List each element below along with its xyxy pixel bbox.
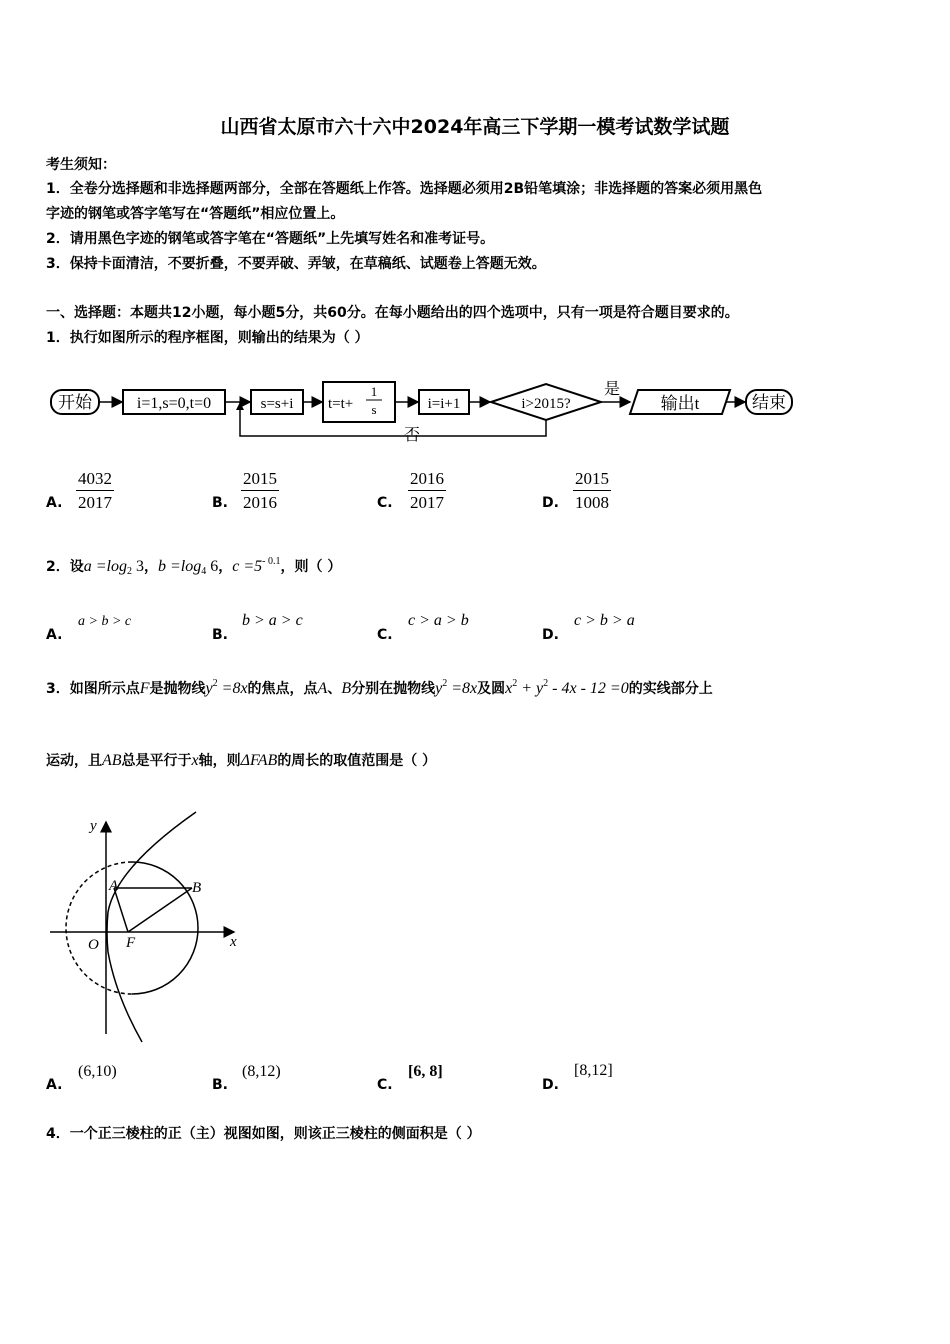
q3-option-d-expr: [8,12] (574, 1062, 613, 1079)
q3-stem-line-1: 3．如图所示点F是抛物线$y^2 =8x$的焦点，点A、B分别在抛物线$y^2 =8x$及圆$x^2 + y^2 - 4x - 12 =0$的实线部分上 (46, 678, 713, 697)
q3-option-a-label: A. (46, 1077, 63, 1093)
q2-option-c-label: C. (377, 627, 393, 643)
q2-option-b-expr: b > a > c (242, 612, 303, 629)
flow-start-label: 开始 (58, 393, 92, 412)
q1-option-d-fraction: $\frac{2015}{1008}$ (575, 469, 609, 512)
flow-s-update-label: s=s+i (260, 396, 294, 412)
parabola-curve (107, 812, 196, 1042)
q1-option-c-fraction: $\frac{2016}{2017}$ (410, 469, 444, 512)
q1-option-b-label: B. (212, 495, 228, 511)
q1-flowchart (46, 372, 806, 444)
q3-option-a-expr: (6,10) (78, 1063, 117, 1080)
q3-figure (46, 808, 246, 1048)
q1-option-a-fraction: $\frac{4032}{2017}$ (78, 469, 112, 512)
q1-option-d-label: D. (542, 495, 559, 511)
section-heading: 一、选择题：本题共12小题，每小题5分，共60分。在每小题给出的四个选项中，只有一项是符合题目要求的。 (46, 305, 739, 321)
fig-label-o: O (88, 937, 99, 953)
flow-end-label: 结束 (752, 393, 786, 412)
q4-stem: 4．一个正三棱柱的正（主）视图如图，则该正三棱柱的侧面积是（ ） (46, 1126, 481, 1142)
fig-label-x: x (230, 934, 237, 950)
q1-option-a-label: A. (46, 495, 63, 511)
q1-option-b-fraction: $\frac{2015}{2016}$ (243, 469, 277, 512)
segment-bf (128, 888, 192, 932)
fig-label-y: y (90, 818, 97, 834)
q2-stem: 2．设a =log2 3，b =log4 6，$c =5^{- 0.1}$，则（ ） (46, 556, 342, 577)
q2-option-d-expr: c > b > a (574, 612, 635, 629)
q2-option-d-label: D. (542, 627, 559, 643)
segment-af (114, 888, 128, 932)
q3-option-c-label: C. (377, 1077, 393, 1093)
q3-option-c-expr: [6, 8] (408, 1063, 443, 1080)
flow-init-label: i=1,s=0,t=0 (136, 395, 212, 412)
flow-output-label: 输出t (660, 394, 700, 413)
flow-i-update-label: i=i+1 (427, 396, 461, 412)
page-title: 山西省太原市六十六中2024年高三下学期一模考试数学试题 (220, 116, 730, 138)
fig-label-f: F (126, 935, 136, 951)
flow-t-denominator: s (371, 402, 377, 417)
q2-option-a-label: A. (46, 627, 63, 643)
circle-dashed-arc (66, 862, 132, 994)
notice-line-2: 2．请用黑色字迹的钢笔或答字笔在“答题纸”上先填写姓名和准考证号。 (46, 231, 495, 247)
flow-no-label: 否 (403, 427, 421, 444)
fig-label-a: A (109, 878, 119, 894)
fig-label-b: B (192, 880, 202, 896)
q3-option-b-expr: (8,12) (242, 1063, 281, 1080)
notice-line-3: 3．保持卡面清洁，不要折叠，不要弄破、弄皱，在草稿纸、试题卷上答题无效。 (46, 256, 546, 272)
q3-option-b-label: B. (212, 1077, 228, 1093)
q2-option-b-label: B. (212, 627, 228, 643)
q1-option-c-label: C. (377, 495, 393, 511)
flow-t-update-label: t=t+ (328, 396, 354, 412)
q1-stem: 1．执行如图所示的程序框图，则输出的结果为（ ） (46, 330, 369, 346)
flow-yes-label: 是 (603, 381, 621, 398)
q2-option-c-expr: c > a > b (408, 612, 469, 629)
q3-stem-line-2: 运动，且AB总是平行于x轴，则ΔFAB的周长的取值范围是（ ） (46, 752, 437, 769)
circle-solid-arc (132, 862, 198, 994)
notice-line-1b: 字迹的钢笔或答字笔写在“答题纸”相应位置上。 (46, 206, 345, 222)
q2-option-a-expr: a > b > c (78, 614, 132, 629)
notice-heading: 考生须知： (46, 157, 116, 173)
q3-option-d-label: D. (542, 1077, 559, 1093)
flow-t-numerator: 1 (370, 384, 378, 399)
flow-condition-label: i>2015? (521, 396, 571, 412)
notice-line-1: 1．全卷分选择题和非选择题两部分，全部在答题纸上作答。选择题必须用2B铅笔填涂；非选择题的答案必须用黑色 (46, 181, 763, 197)
